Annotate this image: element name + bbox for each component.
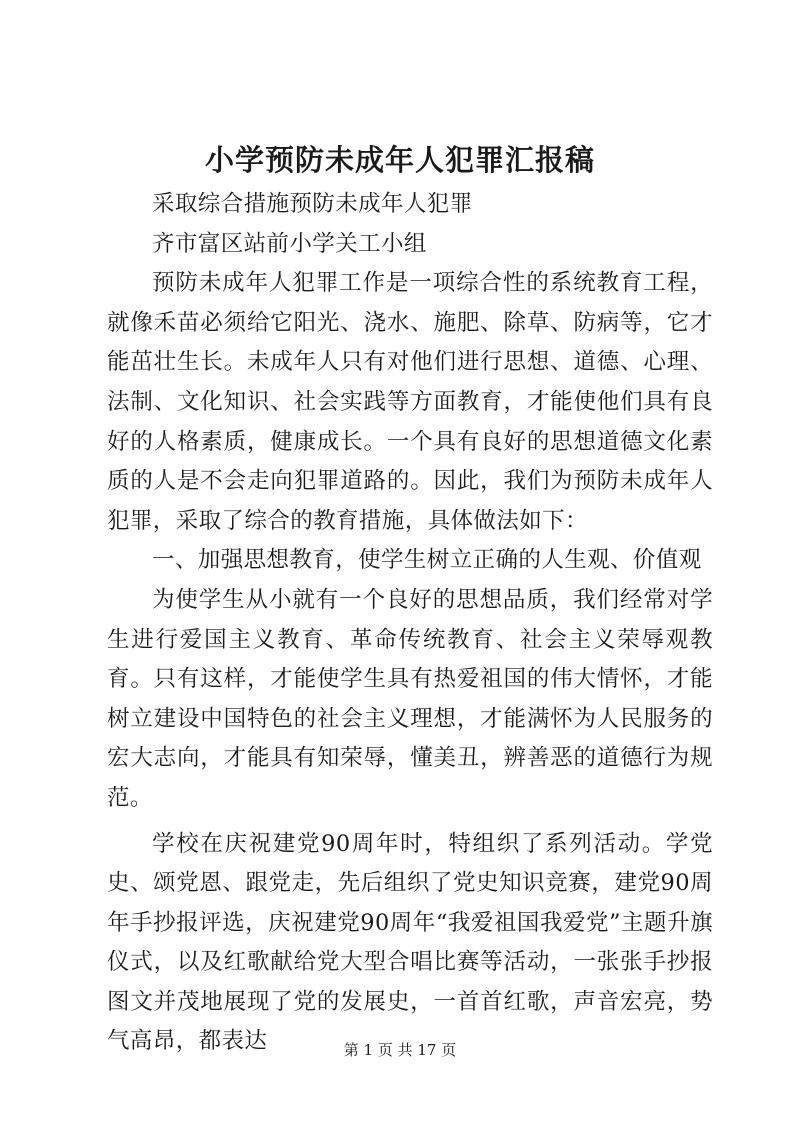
document-title: 小学预防未成年人犯罪汇报稿	[204, 143, 595, 177]
section-heading: 一、加强思想教育，使学生树立正确的人生观、价值观	[152, 547, 702, 574]
intro-paragraph: 预防未成年人犯罪工作是一项综合性的系统教育工程，就像禾苗必须给它阳光、浇水、施肥、除草、防病等，它才能茁壮生长。未成年人只有对他们进行思想、道德、心理、法制、文化知识、社会实践等方面教育，才能使他们具有良好的人格素质，健康成长。一个具有良好的思想道德文化素质的人是不会走向犯罪道路的。因此，我们为预防未成年人犯罪，采取了综合的教育措施，具体做法如下：	[107, 270, 713, 534]
document-body	[107, 185, 713, 1062]
body-paragraph: 学校在庆祝建党90周年时，特组织了系列活动。学党史、颂党恩、跟党走，先后组织了党史知识竞赛，建党90周年手抄报评选，庆祝建党90周年“我爱祖国我爱党”主题升旗仪式，以及红歌献给党大型合唱比赛等活动，一张张手抄报图文并茂地展现了党的发展史，一首首红歌，声音宏亮，势气高昂，都表达	[107, 830, 713, 1055]
page-footer: 第 1 页 共 17 页	[343, 1041, 457, 1059]
subtitle-paragraph: 采取综合措施预防未成年人犯罪	[152, 191, 473, 217]
body-paragraph: 为使学生从小就有一个良好的思想品质，我们经常对学生进行爱国主义教育、革命传统教育、社会主义荣辱观教育。只有这样，才能使学生具有热爱祖国的伟大情怀，才能树立建设中国特色的社会主义理想，才能满怀为人民服务的宏大志向，才能具有知荣辱，懂美丑，辨善恶的道德行为规范。	[107, 586, 713, 811]
author-paragraph: 齐市富区站前小学关工小组	[152, 230, 427, 257]
